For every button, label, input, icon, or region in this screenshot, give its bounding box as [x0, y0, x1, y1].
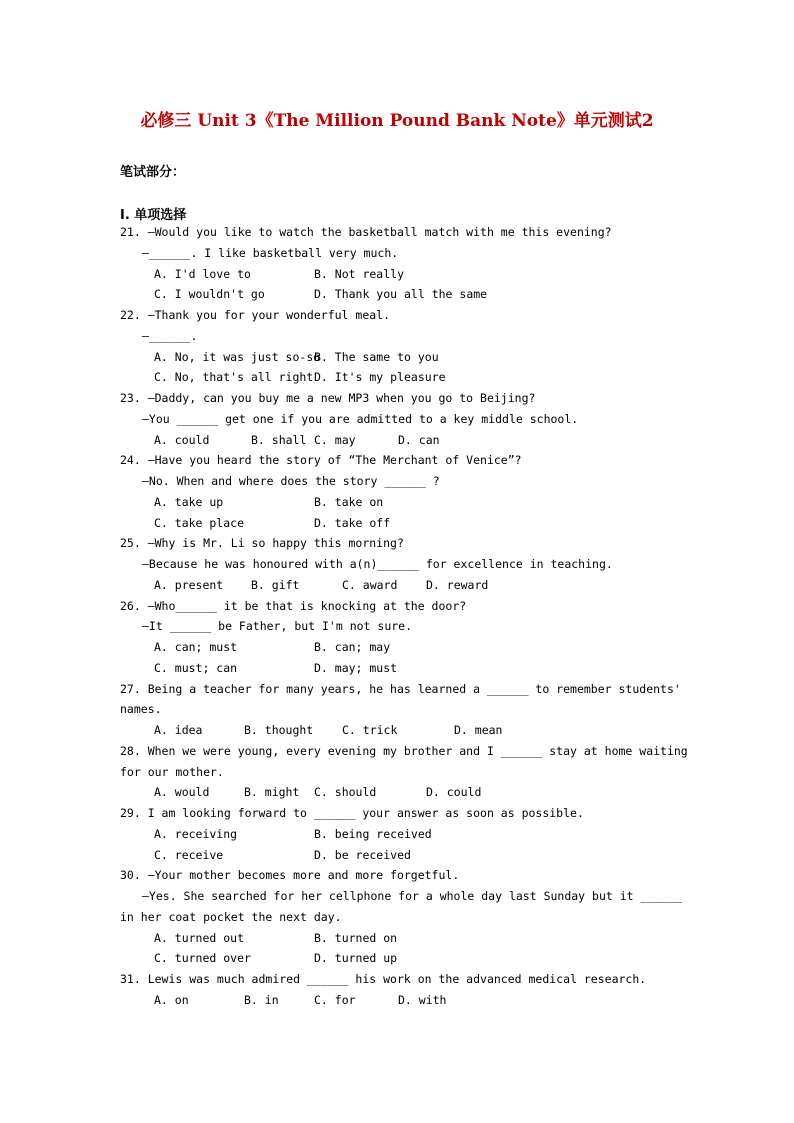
answer-option: A. can; must — [154, 640, 238, 654]
option-row — [120, 347, 690, 368]
answer-option: B. in — [244, 992, 279, 1007]
answer-option: D. be received — [314, 847, 411, 862]
option-row — [120, 637, 690, 658]
question-stem: 29. I am looking forward to ______ your answer as soon as possible. — [120, 806, 584, 820]
question-line: names. — [120, 702, 162, 717]
question-line: —______. I like basketball very much. — [142, 245, 399, 260]
answer-option: C. receive — [154, 847, 224, 862]
answer-option: C. for — [314, 992, 356, 1007]
answer-option: C. may — [314, 432, 356, 447]
answer-option: D. turned up — [314, 951, 398, 966]
answer-option: C. turned over — [154, 951, 251, 966]
answer-option: D. can — [398, 432, 440, 447]
answer-option: B. shall — [251, 432, 307, 447]
answer-option: B. take on — [314, 494, 384, 509]
question-stem: 25. —Why is Mr. Li so happy this morning? — [120, 536, 404, 551]
answer-option: B. being received — [314, 826, 432, 841]
option-row — [120, 264, 690, 285]
answer-option: D. It's my pleasure — [314, 370, 446, 385]
section-heading-multiple-choice: I. 单项选择 — [120, 208, 187, 223]
answer-option: A. could — [154, 432, 210, 447]
answer-option: C. award — [342, 577, 398, 592]
option-row — [120, 284, 690, 305]
question-item — [120, 450, 690, 533]
option-row — [120, 367, 690, 388]
option-row — [120, 492, 690, 513]
answer-option: A. present — [154, 577, 224, 592]
answer-option: C. No, that's all right — [154, 370, 314, 385]
answer-option: C. should — [314, 785, 377, 800]
option-row — [120, 658, 690, 679]
page-title: 必修三 Unit 3《The Million Pound Bank Note》单元测试2 — [140, 111, 654, 131]
answer-option: B. turned on — [314, 930, 398, 945]
question-stem: 31. Lewis was much admired ______ his work on the advanced medical research. — [120, 972, 647, 986]
question-item — [120, 305, 690, 388]
question-stem: 24. —Have you heard the story of “The Merchant of Venice”? — [120, 453, 522, 468]
answer-option: D. reward — [426, 577, 489, 592]
question-item — [120, 969, 690, 1011]
option-row — [120, 513, 690, 534]
option-row — [120, 845, 690, 866]
answer-option: D. with — [398, 992, 447, 1007]
answer-option: B. Not really — [314, 266, 405, 281]
question-item — [120, 222, 690, 305]
question-stem: 30. —Your mother becomes more and more forgetful. — [120, 868, 460, 883]
question-list — [120, 222, 690, 1011]
question-line: —No. When and where does the story ______ ? — [142, 474, 440, 488]
question-stem: 21. —Would you like to watch the basketball match with me this evening? — [120, 225, 612, 239]
section-heading-written: 笔试部分： — [120, 165, 186, 180]
question-stem: 23. —Daddy, can you buy me a new MP3 when you go to Beijing? — [120, 391, 536, 405]
answer-option: A. receiving — [154, 826, 238, 841]
answer-option: D. may; must — [314, 660, 398, 675]
answer-option: C. must; can — [154, 660, 238, 675]
answer-option: A. turned out — [154, 930, 245, 945]
answer-option: B. thought — [244, 723, 314, 737]
question-item — [120, 803, 690, 865]
answer-option: D. could — [426, 785, 482, 800]
answer-option: D. Thank you all the same — [314, 287, 488, 302]
question-stem: 28. When we were young, every evening my brother and I ______ stay at home waiting — [120, 743, 688, 758]
answer-option: C. trick — [342, 723, 398, 737]
question-line: —______. — [142, 328, 198, 343]
option-row — [120, 782, 690, 803]
option-row — [120, 720, 690, 741]
answer-option: D. take off — [314, 515, 391, 530]
answer-option: A. No, it was just so-so — [154, 349, 321, 364]
question-line: —It ______ be Father, but I'm not sure. — [142, 619, 413, 634]
answer-option: A. would — [154, 785, 210, 800]
question-item — [120, 741, 690, 803]
option-row — [120, 430, 690, 451]
option-row — [120, 928, 690, 949]
option-row — [120, 990, 690, 1011]
question-stem: 22. —Thank you for your wonderful meal. — [120, 308, 391, 322]
question-line: in her coat pocket the next day. — [120, 909, 342, 924]
question-item — [120, 533, 690, 595]
question-line: —Yes. She searched for her cellphone for a whole day last Sunday but it ______ — [142, 889, 683, 903]
answer-option: C. take place — [154, 515, 245, 530]
option-row — [120, 948, 690, 969]
question-item — [120, 596, 690, 679]
question-item — [120, 388, 690, 450]
answer-option: B. gift — [251, 577, 300, 592]
option-row — [120, 824, 690, 845]
answer-option: A. on — [154, 992, 189, 1007]
question-stem: 26. —Who______ it be that is knocking at the door? — [120, 598, 467, 613]
question-line: —You ______ get one if you are admitted to a key middle school. — [142, 411, 579, 426]
option-row — [120, 575, 690, 596]
question-item — [120, 865, 690, 969]
answer-option: A. take up — [154, 494, 224, 509]
answer-option: B. The same to you — [314, 349, 439, 364]
question-stem: 27. Being a teacher for many years, he has learned a ______ to remember students' — [120, 681, 681, 696]
question-line: —Because he was honoured with a(n)______ for excellence in teaching. — [142, 557, 613, 571]
question-item — [120, 679, 690, 741]
answer-option: C. I wouldn't go — [154, 287, 265, 302]
answer-option: A. idea — [154, 723, 203, 737]
answer-option: D. mean — [454, 723, 503, 737]
answer-option: B. might — [244, 785, 300, 800]
question-line: for our mother. — [120, 764, 224, 779]
answer-option: A. I'd love to — [154, 266, 251, 281]
answer-option: B. can; may — [314, 640, 391, 654]
